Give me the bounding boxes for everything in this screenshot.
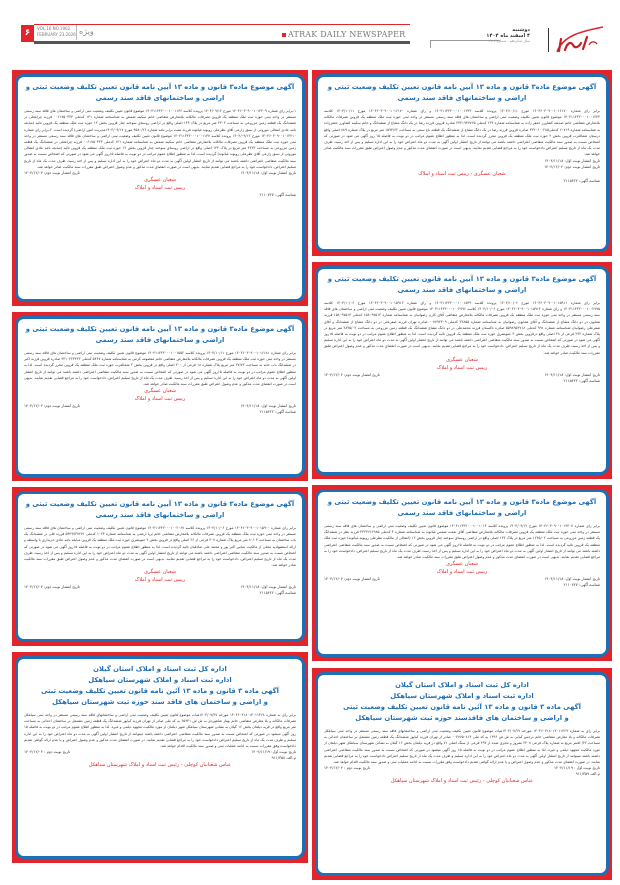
notice-card [12, 312, 308, 481]
notice-body: برابر رای به شماره ۱۴۰۴۶۰۳۱۸۰۱۳۰۱۱۳۶۸ مورخه ۱۴۰۴/۰۷/۲۷هیات موضوع قانون تعیین تکلیف وضعیت ثبتی اراضی و ساختمانهای فاقد سند رسمی مستقر در واحد ثبتی سیاهکل تصرفات مالکانه و بلا معارض متقاضی خانم بهناز شاهوردی به ش ش ۶۵۹۳۱ به کد ملی صادر از تهران فرزند کیاپور ششدانگ یک قطعه زمین مشتمل بر ساختمان احداثی به مساحت متر مربع واقع در قریه دیلمان بخش ۱۶ گیلان به نشانی شهرستان سیاهکل شهر دیلمان از مورد مالکیت مجهود دیلمی و غیره. لذا به منظور اطلاع عموم مراتب در دو نوبت به فاصله ۱۵ روز آگهی میشود در صورتی که اشخاص نسبت به صدور سند مالکیت متقاضی اعتراضی داشته باشند میتوانند از تاریخ انتشار اولین آگهی به مدت دو ماه اعتراض خود را به این اداره تسلیم و ظرف مدت یک ماه از تاریخ تسلیم اعتراض دادخواست خود را به مراجع قضایی تقدیم نمایند. در صورت انقضای مدت مذکور و عدم وصول اعتراض و یا عدم ارائه گواهی تقدیم دادخواست وفق مقررات نسبت به ادامه عملیات ثبتی و صدور سند مالکیت اقدام خواهد شد. [24, 713, 296, 749]
notice-title: آگهی موضوع ماده۳ قانون و ماده ۱۳ آیین نامه قانون تعیین تکلیف وضعیت ثبتی و اراضی و ساختمانهای فاقد سند رسمی [25, 83, 295, 102]
header-bottom-rule [34, 41, 410, 44]
notice-title-line: آگهی ماده ۳ قانون و ماده ۱۳ آئین نامه قانون تعیین تکلیف وضعیت ثبتی [343, 703, 581, 711]
notice-id: شناسه آگهی: ۲۱۱۵۴۲۲ [259, 409, 296, 415]
signer-title: رییس ثبت اسناد و املاک [436, 364, 488, 371]
notice-title: آگهی موضوع ماده۳ قانون و ماده ۱۳ آیین نامه قانون تعیین تکلیف وضعیت ثبتی و اراضی و ساختمانهای فاقد سند رسمی [327, 498, 597, 517]
publish-date-second: تاریخ انتشار نوبت دوم: ۱۴۰۴/۱۲/۰۴ [24, 584, 80, 590]
issue-fa: سال شانزدهم - شماره ۱۹۰۲ [488, 39, 530, 43]
signature: عباس شعبانیان کوچلی - رئیس ثبت اسناد و املاک شهرستان سیاهکل [88, 762, 232, 769]
date-fa: ۴ اسفند ماه ۱۴۰۴ [486, 33, 530, 39]
notice-card [312, 262, 612, 479]
publish-date-second: تاریخ نوبت دوم : ۱۴۰۴/۱۲/۰۴ [24, 749, 71, 755]
paper-name [282, 30, 405, 39]
notice-id: شناسه آگهی: ۲۱۱۵۴۲۲ [563, 377, 600, 383]
notice-title: آگهی موضوع ماده۳ قانون و ماده ۱۳ آیین نامه قانون تعیین تکلیف وضعیت ثبتی و اراضی و ساختمانهای فاقد سند رسمی [25, 325, 295, 344]
publish-date-first: تاریخ انتشار نوبت اول: ۱۴۰۴/۱۱/۱۸ [544, 157, 600, 163]
publish-date-first: تاریخ انتشار نوبت اول: ۱۴۰۴/۱۱/۱۸ [544, 371, 600, 377]
publish-date-first: تاریخ نوبت اول : ۱۴۰۴/۱۱/۱۹ [554, 765, 600, 771]
notice-id: شناسه آگهی: ۲۱۱۵۴۲۲ [259, 590, 296, 596]
notice-card [312, 668, 612, 880]
notice-body: برابر رای شماره ۱۴۰۴۶۰۳۰۹۰۰۱۰۱۶۱۷۰ مورخ ۱۴۰۴/۱۰/۱۱ پرونده کلاسه ۱۴۰۴۱۱۴۴۲۰۰۰۱۰۰۱۲۴۳ و رای شماره ۱۴۰۴۶۰۳۰۹۰۰۱۰۱۶۱۷۰ مورخ ۱۴۰۴/۱۰/۱۱ کلاسه ۱۴۰۴۱۱۴۴۲۰۰۰۱۰۰۱۲۴۳ موضوع قانون تعیین تکلیف وضعیت ثبتی اراضی و ساختمان های فاقد سند رسمی مستقر در واحد ثبتی حوزه ثبت ملک منطقه یک قزوین تصرفات مالکانه بلامعارض متقاضی خانم صدیقه کشاورز جعفر زاده به شناسنامه شماره ۶۶۴ کدملی ۴۳۲۱۹۳۷۷۶۵ صادره قزوین فرزند رضا در یک دانگ مشاع از ششدانگ و خانم سکینه کشاورز جعفرزاده به شناسنامه شماره ۶۰۷۱۹ کدملی۴۳۲۰۶۰۰۲۸۵ صادره قزوین فرزند رضا در یک دانگ مشاع از ششدانگ یک قطعه باغ سنتی به مساحت ۱۵۹۳/۶۲ متر مربع در پلاک شماره ۸۸۹ اصلی واقع درستان شمالغرب قزوین بخش ۴ حوزه ثبت ملک منطقه یک قزوین محرز گردیده است. لذا به منظور اطلاع عموم مراتب در دو نوبت به فاصله ۱۵ روز آگهی می شود در صورتی که اشخاص نسبت به صدور سند مالکیت متقاضی اعتراضی داشته باشند می توانند از تاریخ انتشار اولین آگهی به مدت دو ماه اعتراض خود را به این اداره تسلیم و پس از اخذ رسید، ظرف مدت یک ماه از تاریخ تسلیم اعتراض دادخواست خود را به مراجع قضایی تقدیم نمایند. بدیهی است در صورت انقضای مدت مذکور و عدم وصول اعتراض طبق مقررات سند مالکیت صادر خواهد شد. [324, 109, 601, 157]
publish-date-second: تاریخ انتشار نوبت دوم: ۱۴۰۴/۱۲/۰۴ [24, 403, 80, 409]
logo-divider [548, 28, 549, 52]
notice-title-line: و اراضی و ساختمان های فاقدسند حوزه ثبت شهرستان سیاهکل [355, 714, 569, 722]
header-top-rule [34, 24, 410, 25]
date-rule-tick [430, 40, 431, 48]
publish-date-first: تاریخ انتشار نوبت اول: ۱۴۰۴/۱۱/۱۸ [240, 170, 296, 176]
publish-date-second: تاریخ انتشار نوبت دوم: ۱۴۰۴/۱۲/۰۴ [544, 163, 600, 169]
notice-title-line: اداره کل ثبت اسناد و املاک استان گیلان [93, 665, 227, 673]
notice-card [312, 70, 612, 256]
notice-title: آگهی موضوع ماده۳ قانون و ماده ۱۳ آیین نامه قانون تعیین تکلیف وضعیت ثبتی و اراضی و ساختمانهای فاقد سند رسمی [25, 500, 295, 519]
signer-title: رییس ثبت اسناد و املاک [134, 577, 186, 584]
section-label: ویژه [79, 27, 94, 36]
publish-date-second: تاریخ نوبت دوم : ۱۴۰۴/۱۲/۰۴ [324, 765, 371, 771]
signer-title: رییس ثبت اسناد و املاک [134, 396, 186, 403]
volume-number: VOL.16 NO.1902 [37, 26, 71, 31]
atrak-logo [553, 25, 605, 55]
notice-title-line: آگهی ماده ۳ قانون و ماده ۱۳ آئین نامه قانون تعیین تکلیف وضعیت ثبتی [41, 687, 279, 695]
notice-id: شناسه آگهی: ۲۱۱۰۷۲۷ [259, 192, 296, 198]
signer-name: شعبان عسگری [144, 177, 176, 184]
red-square-icon [282, 33, 286, 37]
signer-title: رییس ثبت اسناد و املاک [134, 185, 186, 192]
notice-id: شناسه آگهی: ۲۱۱۵۴۲۲ [563, 177, 600, 183]
notice-body: ۱-برابر رای شماره ۱۴۰۴۶۰۳۰۹۰۰۱۰۱۴۲۰۹ مورخ ۱۴۰۴/۰۹/۱۲ پرونده کلاسه ۱۴۰۴۱۱۴۴۲۰۰۰۱۰۰۱۱۳۶ موضوع قانون تعیین تکلیف وضعیت ثبتی اراضی و ساختمان های فاقد سند رسمی مستقر در واحد ثبتی حوزه ثبت ملک منطقه یک قزوین تصرفات مالکانه بلامعارض متقاضی خانم سکینه شمش به شناسنامه شماره ۱۳۱ کدملی ۰۰۶۱۷۵۰۳۴۴ فرزند چراغعلی در ششدانگ یک قطعه زمین مزروعی به مساحت ۲۳۰۲ متر مربع در پلاک ۱۴۴ اصلی واقع در اراضی روستای سوخته چنار قزوین بخش ۱۲ حوزه ثبت ملک منطقه یک قزوین تائید (مبایعه نامه عادی انتقالی موروثی از نسق زارعی آقای نظرعلی رویوند غیاثوند فرزند همت برابر نامه شماره ۴۵۸۰/۲۶ مورخ ۱۴۰۴/۰۹/۱۷مدیریت امور اراضی) گردیده است. ۲-برابر رای شماره ۱۴۰۴۶۰۳۰۹۰۰۱۰۱۴۲۱۰ مورخ ۱۴۰۴/۰۹/۱۲ پرونده کلاسه ۱۴۰۴۱۱۴۴۲۰۰۰۱۰۰۱۱۳۷ موضوع قانون تعیین تکلیف وضعیت ثبتی اراضی و ساختمان های فاقد سند رسمی مستقر در واحد ثبتی حوزه ثبت ملک منطقه یک قزوین تصرفات مالکانه بلامعارض متقاضی خانم سکینه شمش به شناسنامه شماره ۱۳۱ کدملی ۰۰۶۱۷۵۰۳۴۴ فرزند چراغعلی در ششدانگ یک قطعه زمین مزروعی به مساحت ۴۶۲۳ متر مربع در پلاک ۱۴۴ اصلی واقع در اراضی روستای سوخته چنار قزوین بخش ۱۲ حوزه ثبت ملک منطقه یک قزوین تائید (مبایعه نامه عادی انتقالی موروثی از نسق زارعی آقای نظرعلی رویوند غیاثوند) گردیده است. لذا به منظور اطلاع عموم مراتب در دو نوبت به فاصله ۱۵روز آگهی می شود در صورتی که اشخاص نسبت به صدور سند مالکیت متقاضی اعتراضی داشته باشند می توانند از تاریخ انتشار اولین آگهی به مدت دو ماه اعتراض خود را به این اداره تسلیم و پس از اخذ رسید، ظرف مدت یک ماه از تاریخ تسلیم اعتراض، دادخواست خود را به مراجع قضایی تقدیم نمایند. بدیهی است در صورت انقضای مدت مذکور و عدم وصول اعتراض طبق مقررات سند مالکیت صادر خواهد شد. [24, 109, 297, 169]
notice-body: برابر رای شماره ۱۴۰۴۶۰۳۰۹۰۰۱۰۱۵۹۰۰ مورخ ۱۴۰۴/۱۰/۰۶ پرونده کلاسه ۱۴۰۴۱۱۴۴۲۰۰۰۱۰۰۲۰۶۷ موضوع قانون تعیین تکلیف وضعیت ثبتی اراضی و ساختمان های فاقد سند رسمی مستقر در واحد ثبتی حوزه ثبت ملک منطقه یک قزوین تصرفات مالکانه بلامعارض متقاضی خانم ثریا ارغمی به شناسنامه شماره ۱۰۲۳ کدملی ۵۹۴۹۷۲۷۲۷۱ فرزند قلی در ششدانگ یک باب ساختمان به مساحت ۸۰/۰۳ متر مربع پلاک شماره ۳۰۷ فرعی از ۲۶ اصلی واقع در قزوین بخش ۴ جنوبشرق حوزه ثبت ملک منطقه یک قزوین مبایعه نامه عادی خریداری با واسطه و ارائه استشهادیه محلی از مالکیت عباس اکبر پور و محمد علی صادقیان تائید گردیده است. لذا به منظور اطلاع عموم مراتب در دو نوبت به فاصله ۱۵روز آگهی می شود در صورتی که اشخاص نسبت به صدور سند مالکیت متقاضی اعتراضی داشته باشند می توانند از تاریخ انتشار اولین آگهی به مدت دو ماه اعتراض خود را به این اداره تسلیم و پس از اخذ رسید، ظرف مدت یک ماه از تاریخ تسلیم اعتراض، دادخواست خود را به مراجع قضایی تقدیم نمایند. بدیهی است در صورت انقضای مدت مذکور و عدم وصول اعتراض طبق مقررات سند مالکیت صادر خواهد شد. [24, 526, 296, 568]
notice-card [12, 70, 308, 306]
notice-body: برابر رای شماره ۱۴۰۴۶۰۳۰۹۰۰۱۰۱۵۹۱۱ مورخ ۱۴۰۴/۱۰/۰۶ پرونده کلاسه ۱۴۰۳۱۱۴۴۲۰۰۰۱۰۰۱۵۳۹ و رای شماره ۱۴۰۴۶۰۳۰۹۰۰۱۰۱۵۹۱۲ مورخ ۱۴۰۴/۱۰/۰۶ کلاسه ۱۴۰۳۱۱۴۴۲۰۰۰۱۰۰۲۷۹۵ و رای شماره ۱۴۰۴۶۰۳۰۹۰۰۱۰۱۵۹۱۴ مورخ ۱۴۰۴/۱۰/۰۶ کلاسه ۱۴۰۳۱۱۴۴۲۰۰۰۱۰۰۲۷۹۶ موضوع قانون تعیین تکلیف وضعیت ثبتی اراضی و ساختمان های فاقد سند رسمی مستقر در واحد ثبتی حوزه ثبت ملک منطقه یک قزوین تصرفات مالکانه بلامعارض متقاضی آقای کارن رضوانیان به شناسنامه شماره ۱۵۸۰۹۷۵۱۳ کدملی ۱۵۸۰۹۷۵۱۳ فرزند همایون در دو دانگ مشاع از ششدانگ و آقای همایون رضوانیان به شناسنامه شماره ۳۲۸۵۵ کدملی ۰۰۷۷۹۲۴۰۹ صادره تهران فرزند صفرعلی در دو دانگ مشاع از ششدانگ و آقای صفرعلی رضوانیان شناسنامه شماره ۹۹۱ کدملی ۵۵۹۸۹۵۲۷۱۸ صادره تاکستان فرزند محمدعلی در دو دانگ مشاع ششدانگ یک قطعه زمین مزروعی به مساحت ۲۸۴۵/۰۲ متر مربع در پلاک شماره ۲۹۲ فرعی از ۲۸ اصلی واقع درقزوین بخش ۴ جنوبشرق حوزه ثبت ملک منطقه یک قزوین تائید گردیده است. لذا به منظور اطلاع عموم مراتب در دو نوبت به فاصله ۱۵روز آگهی می شود در صورتی که اشخاص نسبت به صدور سند مالکیت متقاضی اعتراضی داشته باشند می توانند از تاریخ انتشار اولین آگهی به مدت دو ماه اعتراض خود را به این اداره تسلیم و پس از اخذ رسید، ظرف مدت یک ماه از تاریخ تسلیم اعتراض، دادخواست خود را به مراجع قضایی تقدیم نمایند. بدیهی است در صورت انقضای مدت مذکور و عدم وصول اعتراض طبق مقررات سند مالکیت صادر خواهد شد. [324, 301, 601, 355]
notice-title: آگهی موضوع ماده۳ قانون و ماده ۱۳ آیین نامه قانون تعیین تکلیف وضعیت ثبتی و اراضی و ساختمانهای فاقد سند رسمی [327, 83, 597, 102]
page-number: ۶ [21, 25, 34, 42]
signer-name: شعبان عسگری [446, 561, 478, 568]
publish-date-first: تاریخ انتشار نوبت اول: ۱۴۰۴/۱۱/۱۸ [240, 403, 296, 409]
signer-name: شعبان عسگری [144, 388, 176, 395]
signer-title: رییس ثبت اسناد و املاک [436, 569, 488, 576]
signer-name: شعبان عسگری [446, 356, 478, 363]
publish-date-first: تاریخ انتشار نوبت اول: ۱۴۰۴/۱۱/۱۸ [240, 584, 296, 590]
notice-id: شناسه آگهی: ۲۱۱۰۷۲۷ [563, 582, 600, 588]
divider [76, 25, 77, 40]
notice-card [312, 485, 612, 661]
date-fa-block [486, 27, 530, 43]
weekday: دوشنبه [512, 27, 530, 33]
publish-date-second: تاریخ انتشار نوبت دوم: ۱۴۰۴/۱۲/۰۴ [324, 371, 380, 377]
notice-body: برابر رای شماره ۱۴۰۴۶۰۳۰۹۰۰۱۰۱۴۴۰۷ مورخ ۱۴۰۴/۰۹/۱۲ پرونده کلاسه ۱۴۰۴۱۱۴۴۲۰۰۰۱۰۰۱۰۱۴ موضوع قانون تعیین تکلیف وضعیت ثبتی اراضی و ساختمان های فاقد سند رسمی مستقر در واحد ثبتی حوزه ثبت ملک منطقه یک قزوین تصرفات مالکانه بلامعارض متقاضی آقای نعمت شمس غیاثوند به شناسنامه شماره ۳ کدملی ۴۳۲۳۶۶۶۹۸۵ فرزند نظر در ششدانگ یک قطعه زمین مزروعی به مساحت ۱۲۶۵/۰۲ متر مربع در پلاک ۱۴۴ اصلی واقع در اراضی روستای سوخته چنار قزوین بخش ۱۲ (انتقالی از مالکیت نظرعلی رویوند غیاثوند) حوزه ثبت ملک منطقه یک قزوین تائید گردیده است. لذا به منظور اطلاع عموم مراتب در دو نوبت به فاصله ۱۵روز آگهی می شود در صورتی که اشخاص نسبت به صدور سند مالکیت متقاضی اعتراضی داشته باشند می توانند از تاریخ انتشار اولین آگهی به مدت دو ماه اعتراض خود را به این اداره تسلیم و پس از اخذ رسید، ظرف مدت یک ماه از تاریخ تسلیم اعتراض، دادخواست خود را به مراجع قضایی تقدیم نمایند. بدیهی است در صورت انقضای مدت مذکور و عدم وصول اعتراض طبق مقررات سند مالکیت صادر خواهد شد. [324, 524, 601, 560]
signer-name: شعبان عسگری [144, 569, 176, 576]
masthead [0, 0, 620, 64]
signature: شعبان عسگری - رییس ثبت اسناد و املاک [418, 170, 506, 177]
notice-id: م.الف ۹۱۱/۳۵۸ [271, 755, 296, 761]
notice-card [12, 652, 308, 863]
notice-id: م.الف ۹۱۱/۳۵۹ [575, 771, 600, 777]
signature: عباس شعبانیان کوچلی - رئیس ثبت اسناد و املاک شهرستان سیاهکل [390, 778, 534, 785]
publish-date-second: تاریخ انتشار نوبت دوم: ۱۴۰۴/۱۲/۰۴ [324, 576, 380, 582]
issue-info [37, 26, 76, 38]
publish-date-first: تاریخ انتشار نوبت اول: ۱۴۰۴/۱۱/۱۸ [544, 576, 600, 582]
notice-title-line: و اراضی و ساختمان های فاقد سند حوزه ثبت شهرستان سیاهکل [52, 698, 268, 706]
notice-body: برابر رای به شماره ۱۴۰۴۶۰۳۱۸۰۱۳۰۱۱۳۶۹ مورخه ۱۴۰۴/۰۷/۲۷هیات موضوع قانون تعیین تکلیف وضعیت ثبتی اراضی و ساختمانهای فاقد سند رسمی مستقر در واحد ثبتی سیاهکل تصرفات مالکانه و بلا معارض متقاضی خانم نرجس کیایی به ش ش ۱۳۹۶ به کد ملی ۰۰۴۷۷۵۰۸۱۴ صادر از تهران فرزند کیاپور ششدانگ یک قطعه زمین مشتمل بر ساختمان احداثی به مساحت ۵۰/۲۲متر مربع به شماره پلاک فرعی ۲۲۰۸ مفروز و مجزی شده از ۴۹۳ فرعی از سنگ اصلی ۷۱ واقع در قریه دیلمان بخش ۱۶ گیلان به نشانی شهرستان سیاهکل شهر دیلمان از مورد مالکیت مجهود دیلمی و غیره. لذا به منظور اطلاع عموم مراتب در دو نوبت به فاصله ۱۵ روز آگهی میشود در صورتی که اشخاص نسبت به صدور سند مالکیت متقاضی اعتراضی داشته باشند میتوانند از تاریخ انتشار اولین آگهی به مدت دو ماه اعتراض خود را به این اداره تسلیم و ظرف مدت یک ماه از تاریخ تسلیم اعتراض دادخواست خود را به مراجع قضایی تقدیم نمایند. در صورت انقضای مدت مذکور و عدم وصول اعتراض و یا عدم ارائه گواهی تقدیم دادخواست وفق مقررات نسبت به ادامه عملیات ثبتی و صدور سند مالکیت اقدام خواهد شد. [324, 729, 601, 765]
issue-date-en: FEBRUARY 23.2026 [37, 32, 76, 37]
notice-title: آگهی موضوع ماده۳ قانون و ماده ۱۳ آیین نامه قانون تعیین تکلیف وضعیت ثبتی و اراضی و ساختمانهای فاقد سند رسمی [327, 275, 597, 294]
notice-title-line: اداره ثبت اسناد و املاک شهرستان سیاهکل [390, 692, 534, 700]
notice-title-line: اداره کل ثبت اسناد و املاک استان گیلان [395, 681, 529, 689]
publish-date-first: تاریخ نوبت اول: ۱۴۰۴/۱۱/۱۹ [251, 749, 296, 755]
notice-title-line: اداره ثبت اسناد و املاک شهرستان سیاهکل [88, 676, 232, 684]
paper-name-text: ATRAK DAILY NEWSPAPER [288, 30, 406, 39]
publish-date-second: تاریخ انتشار نوبت دوم: ۱۴۰۴/۱۲/۰۴ [24, 170, 80, 176]
notice-card [12, 487, 308, 646]
notice-body: برابر رای شماره ۱۴۰۴۶۰۳۰۹۰۰۱۰۱۶۱۸۱ مورخ ۱۴۰۴/۱۰/۱۱ پرونده کلاسه ۱۴۰۴۱۱۴۴۲۰۰۰۱۰۰۱۵۵۲ موضوع قانون تعیین تکلیف وضعیت ثبتی اراضی و ساختمان های فاقد سند رسمی مستقر در واحد ثبتی حوزه ثبت ملک منطقه یک قزوین تصرفات مالکانه بلامعارض متقاضی خانم معصومه کرمی به شناسنامه شماره ۵۴۶۷ کدملی ۴۴۱۰۲۲۳۳۲۲ صادره قزوین فرزند اکبر در ششدانگ باب خانه به مساحت ۲۷/۷۲ متر مربع پلاک شماره ۱۸ فرعی از ۲۰۰ اصلی واقع در قزوین بخش ۲ شمالغرب حوزه ثبت ملک منطقه یک قزوین محرز گردیده است. لذا به منظور اطلاع عموم مراتب در دو نوبت به فاصله ۱۵روز آگهی می شود در صورتی که اشخاص نسبت به صدور سند مالکیت متقاضی اعتراضی داشته باشند می توانند از تاریخ انتشار اولین آگهی به مدت دو ماه اعتراض خود را به این اداره تسلیم و پس از اخذ رسید، ظرف مدت یک ماه از تاریخ تسلیم اعتراض، دادخواست خود را به مراجع قضایی تقدیم نمایند. بدیهی است در صورت انقضای مدت مذکور و عدم وصول اعتراض طبق مقررات سند مالکیت صادر خواهد شد. [24, 351, 296, 387]
